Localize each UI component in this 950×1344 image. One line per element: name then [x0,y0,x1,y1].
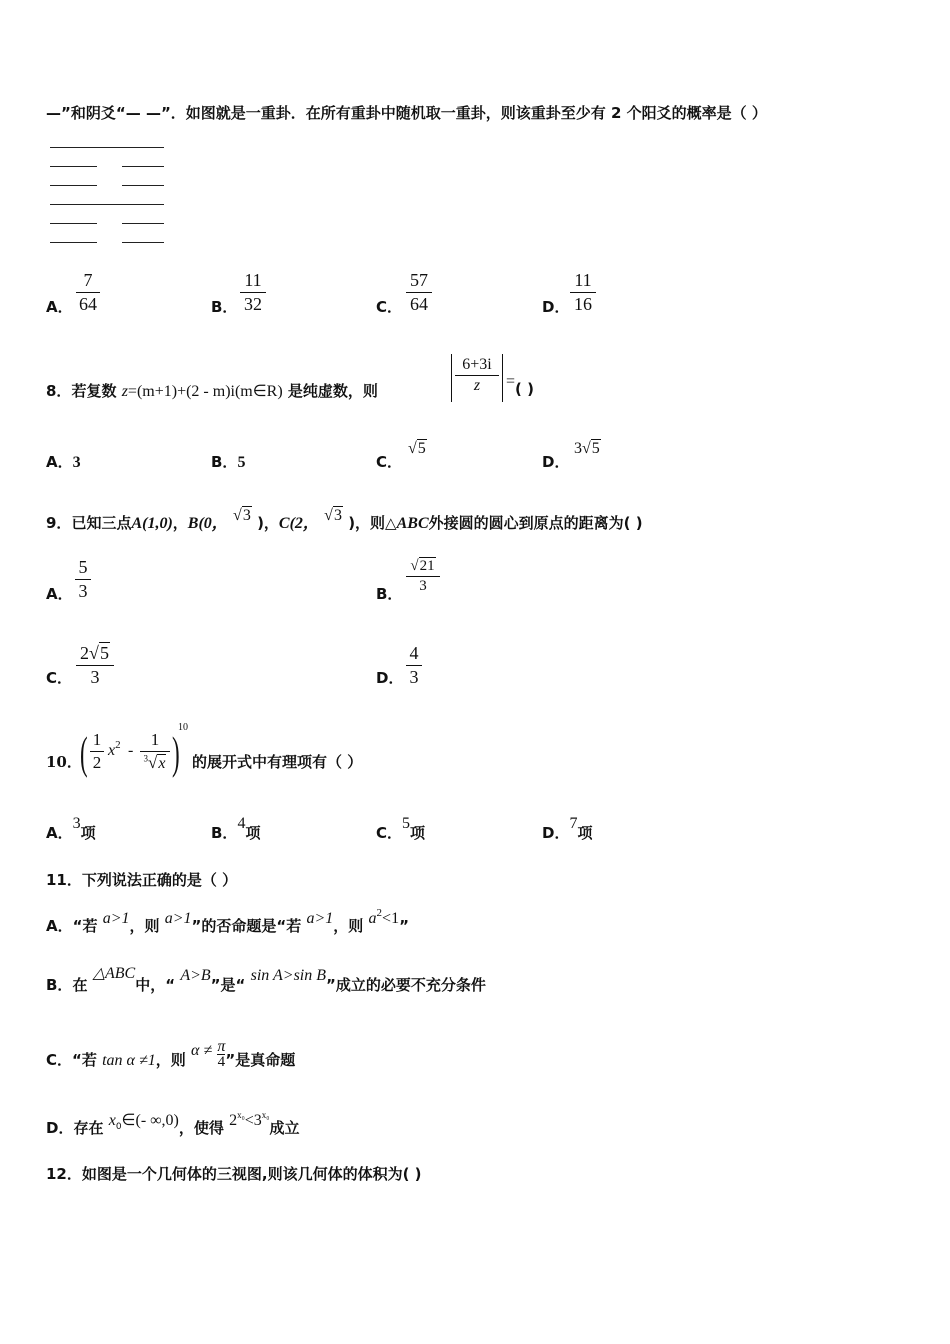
intro-option-d-label: D． [542,298,570,316]
intro-option-c-label: C． [376,298,403,316]
yang-line [50,147,164,148]
intro-option-b-label: B． [211,298,238,316]
q8-option-b: B．5 [211,453,246,471]
q11-option-a: A．“若 a>1，则 a>1”的否命题是“若 a>1，则 $a^2<1$” [46,907,409,935]
q8-option-c-label: C． [376,453,403,471]
q8-option-d-label: D． [542,453,570,471]
q9-option-c-label: C． [46,669,73,687]
q9-option-a-fraction: 5 3 [75,557,91,602]
yin-line [122,223,164,224]
q9-option-d-label: D． [376,669,404,687]
yin-line [122,166,164,167]
yin-line [122,185,164,186]
q10-option-c: C．5项 [376,815,426,842]
q11-stem: 11．下列说法正确的是（ ） [46,871,238,889]
q9-option-b-label: B． [376,585,403,603]
q10-option-b: B．4项 [211,815,261,842]
q9-option-c-fraction: 2√5 3 [76,643,114,688]
q11-option-d: D．存在 $x_0\in(-$ ∞,0)，使得 $2^{x_0}<3^{x_0}$成立 [46,1110,300,1137]
intro-option-a-label: A． [46,298,73,316]
q9-option-d-fraction: 4 3 [406,643,422,688]
yang-line [50,204,164,205]
intro-option-a-fraction: 7 64 [76,270,100,315]
intro-option-b-fraction: 11 32 [240,270,266,315]
q11-option-c: C．“若 tan α ≠1，则 α ≠ $\frac{\pi}{4}$ ”是真命题 [46,1038,296,1070]
q8-option-a: A．3 [46,453,81,471]
q9-option-a-label: A． [46,585,73,603]
q8-stem: 8．若复数 z=(m+1)+(2 - m)i(m∈R) 是纯虚数，则 [46,382,378,400]
yin-line [50,223,97,224]
q8-tail: =( ) [506,373,534,398]
q10-expression: ( 1 2 $x^2$ - 1 $^3$√x ) 10 [80,722,188,778]
intro-option-d-fraction: 11 16 [570,270,596,315]
q10-text: 的展开式中有理项有（ ） [192,753,363,771]
q12-stem: 12．如图是一个几何体的三视图,则该几何体的体积为( ) [46,1165,422,1183]
yin-line [50,185,97,186]
yin-line [50,166,97,167]
q10-option-d: D．7项 [542,815,593,842]
intro-option-c-fraction: 57 64 [406,270,432,315]
yin-line [50,242,97,243]
q8-option-d-value: 3√5 [574,440,600,457]
hexagram-figure [50,140,166,250]
q9-stem: 9．已知三点A(1,0)，B(0， √3 )，C(2， √3 )，则△ABC外接圆的圆心到原点的距离为( ) [46,507,643,532]
q10-number: 10． [46,753,82,771]
q10-option-a: A．3项 [46,815,96,842]
q11-option-b: B．在 △ABC中，“ A>B”是“ sin A>sin B”成立的必要不充分条件 [46,965,486,994]
q8-option-c-value: √5 [408,440,426,457]
q8-abs-expression: 6+3i z [451,354,503,402]
intro-question-line: —”和阴爻“— —”．如图就是一重卦．在所有重卦中随机取一重卦，则该重卦至少有 2 个阳爻的概率是（ ） [46,104,767,122]
yin-line [122,242,164,243]
q9-option-b-fraction: √21 3 [406,558,440,595]
